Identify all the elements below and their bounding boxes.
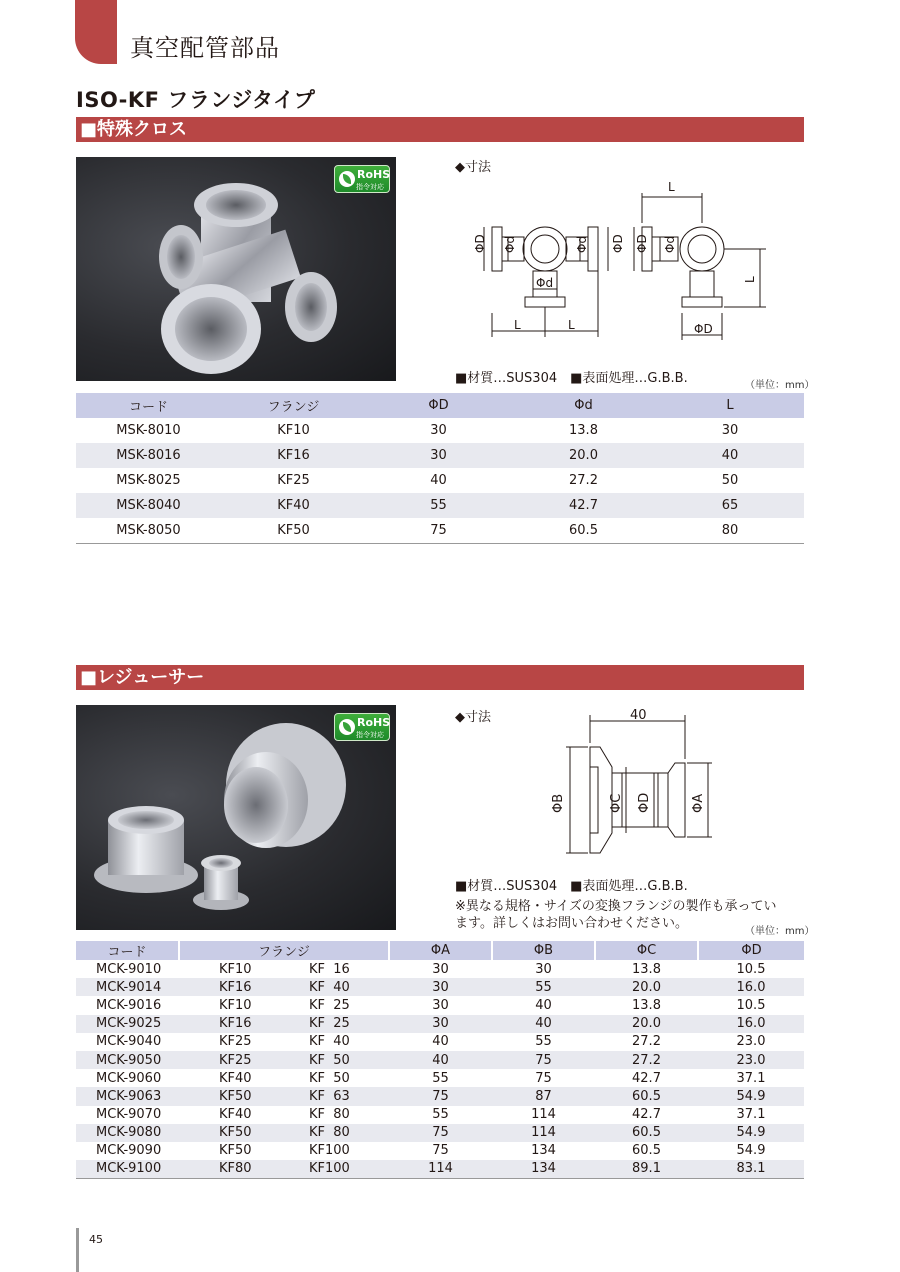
table-row: [76, 1087, 804, 1105]
table-cell: KF25: [277, 473, 310, 488]
table-cell: MCK-9070: [96, 1107, 162, 1123]
table-cell: 30: [432, 961, 449, 977]
table-cell: 75: [389, 1124, 492, 1142]
table-cell: 75: [432, 1143, 449, 1159]
table-cell: 75: [535, 1070, 552, 1086]
header-tab-decoration: [75, 0, 117, 64]
table-cell: KF 50: [279, 1051, 389, 1069]
table-cell: 10.5: [736, 997, 766, 1013]
col-code: コード: [76, 941, 179, 960]
table-cell: 30: [389, 1015, 492, 1033]
material-spec: ■材質…SUS304 ■表面処理…G.B.B.: [455, 371, 688, 386]
table-row: [76, 468, 804, 493]
rohs-badge: [334, 165, 390, 193]
table-cell: 54.9: [698, 1087, 804, 1105]
svg-text:ΦD: ΦD: [637, 792, 652, 813]
col-code: コード: [76, 393, 221, 418]
table-cell: 54.9: [698, 1124, 804, 1142]
unit-label: （単位：mm）: [745, 380, 815, 391]
table-cell: 55: [432, 1070, 449, 1086]
svg-text:ΦC: ΦC: [609, 793, 624, 813]
leaf-icon: [339, 171, 355, 187]
table-cell: 114: [531, 1107, 556, 1123]
table-cell: 83.1: [698, 1160, 804, 1178]
table-row: [76, 1015, 804, 1033]
svg-text:L: L: [668, 180, 675, 194]
table-cell: KF50: [179, 1124, 279, 1142]
table-cell: MSK-8016: [76, 443, 221, 468]
table-cell: 60.5: [632, 1143, 661, 1159]
table-cell: 30: [432, 997, 449, 1013]
col-phi-B: ΦB: [492, 941, 595, 960]
table-cell: 23.0: [736, 1034, 766, 1050]
rohs-label: RoHS: [357, 168, 391, 181]
col-phi-d: Φd: [511, 393, 656, 418]
section-title-cross: ■特殊クロス: [76, 117, 804, 142]
table-row: [76, 978, 804, 996]
table-cell: 114: [492, 1124, 595, 1142]
table-cell: 30: [366, 443, 511, 468]
table-cell: KF40: [219, 1107, 252, 1123]
table-cell: MSK-8050: [116, 522, 181, 538]
table-cell: MCK-9025: [76, 1015, 179, 1033]
table-cell: MCK-9063: [76, 1087, 179, 1105]
table-cell: KF 50: [309, 1070, 350, 1086]
table-cell: KF10: [277, 423, 310, 438]
section-title-reducer: ■レジューサー: [76, 665, 804, 690]
table-cell: 55: [432, 1107, 449, 1123]
table-cell: MSK-8010: [116, 423, 181, 438]
table-cell: KF16: [179, 1015, 279, 1033]
table-cell: 27.2: [595, 1051, 698, 1069]
table-cell: MCK-9040: [96, 1034, 162, 1050]
svg-text:ΦD: ΦD: [473, 234, 487, 253]
svg-text:ΦD: ΦD: [611, 234, 625, 253]
table-cell: 40: [535, 997, 552, 1013]
svg-text:40: 40: [630, 708, 647, 723]
table-cell: 30: [535, 961, 552, 977]
table-cell: 30: [389, 978, 492, 996]
table-header-row: [76, 941, 804, 960]
table-cell: KF 40: [309, 1034, 350, 1050]
custom-order-note: ※異なる規格・サイズの変換フランジの製作も承ってい ます。詳しくはお問い合わせください。: [455, 899, 790, 931]
table-cell: 55: [535, 1034, 552, 1050]
table-cell: KF 80: [309, 1107, 350, 1123]
table-cell: KF 25: [279, 1015, 389, 1033]
table-cell: 23.0: [698, 1051, 804, 1069]
table-cell: MCK-9010: [96, 961, 162, 977]
table-cell: MSK-8040: [76, 493, 221, 518]
page-number: 45: [76, 1228, 103, 1272]
svg-text:Φd: Φd: [536, 276, 554, 290]
table-row: [76, 1069, 804, 1087]
material-spec: ■材質…SUS304 ■表面処理…G.B.B.: [455, 879, 688, 894]
table-cell: KF50: [179, 1087, 279, 1105]
table-cell: 134: [531, 1143, 556, 1159]
svg-text:Φd: Φd: [663, 235, 677, 253]
table-cell: 42.7: [632, 1070, 661, 1086]
table-row: [76, 1124, 804, 1142]
table-cell: 50: [721, 473, 739, 488]
svg-text:ΦD: ΦD: [694, 322, 713, 336]
table-cell: 40: [389, 1051, 492, 1069]
col-phi-D: ΦD: [366, 393, 511, 418]
svg-text:ΦA: ΦA: [691, 793, 706, 813]
table-cell: 60.5: [595, 1124, 698, 1142]
table-cell: MCK-9080: [76, 1124, 179, 1142]
table-row: [76, 518, 804, 543]
col-phi-A: ΦA: [389, 941, 492, 960]
svg-text:Φd: Φd: [503, 235, 517, 253]
table-row: [76, 1033, 804, 1051]
table-cell: 16.0: [698, 978, 804, 996]
table-row: [76, 1106, 804, 1124]
table-cell: 54.9: [736, 1143, 766, 1159]
svg-text:L: L: [743, 276, 757, 283]
table-cell: 60.5: [595, 1087, 698, 1105]
rohs-sublabel: 指令対応: [356, 183, 384, 191]
table-row: [76, 996, 804, 1014]
table-cell: MCK-9060: [96, 1070, 162, 1086]
table-cell: 55: [492, 978, 595, 996]
table-cell: KF25: [219, 1034, 252, 1050]
svg-text:L: L: [568, 318, 575, 332]
cross-dimension-drawing: [470, 175, 770, 345]
svg-text:L: L: [514, 318, 521, 332]
table-cell: KF100: [309, 1143, 350, 1159]
col-phi-C: ΦC: [595, 941, 698, 960]
table-cell: KF 80: [279, 1124, 389, 1142]
col-L: L: [656, 393, 804, 418]
table-cell: 87: [492, 1087, 595, 1105]
table-cell: 13.8: [569, 423, 598, 438]
table-cell: KF25: [179, 1051, 279, 1069]
table-row: [76, 1051, 804, 1069]
table-cell: 27.2: [632, 1034, 661, 1050]
table-cell: 55: [366, 493, 511, 518]
table-cell: 114: [389, 1160, 492, 1178]
table-cell: KF40: [219, 1070, 252, 1086]
table-cell: 65: [656, 493, 804, 518]
page-title: 真空配管部品: [130, 34, 280, 62]
leaf-icon: [339, 719, 355, 735]
table-cell: KF16: [179, 978, 279, 996]
svg-text:ΦB: ΦB: [551, 793, 566, 813]
table-cell: MSK-8025: [116, 473, 181, 488]
table-cell: 30: [430, 423, 447, 438]
table-cell: KF100: [279, 1160, 389, 1178]
dimension-label: ◆寸法: [455, 160, 491, 175]
table-cell: KF80: [179, 1160, 279, 1178]
cross-spec-table: [76, 393, 804, 544]
table-cell: 20.0: [511, 443, 656, 468]
table-header-row: [76, 393, 804, 418]
reducer-dimension-drawing: [540, 705, 720, 865]
table-cell: 10.5: [736, 961, 766, 977]
page-subtitle: ISO-KF フランジタイプ: [76, 88, 316, 112]
table-cell: 89.1: [595, 1160, 698, 1178]
table-cell: KF 25: [309, 997, 350, 1013]
table-cell: KF50: [219, 1143, 252, 1159]
table-cell: KF40: [221, 493, 366, 518]
svg-text:ΦD: ΦD: [635, 234, 649, 253]
table-cell: KF 16: [309, 961, 350, 977]
col-phi-D: ΦD: [698, 941, 804, 960]
table-cell: 13.8: [632, 997, 661, 1013]
col-flange: フランジ: [221, 393, 366, 418]
table-row: [76, 960, 804, 978]
table-cell: MCK-9090: [96, 1143, 162, 1159]
table-cell: KF50: [277, 522, 310, 538]
table-cell: KF10: [219, 997, 252, 1013]
rohs-sublabel: 指令対応: [356, 731, 384, 739]
table-cell: 27.2: [569, 473, 598, 488]
table-cell: KF 40: [279, 978, 389, 996]
table-cell: 40: [432, 1034, 449, 1050]
table-cell: 20.0: [595, 978, 698, 996]
table-row: [76, 1160, 804, 1178]
table-cell: 80: [721, 522, 739, 538]
table-cell: 13.8: [632, 961, 661, 977]
table-cell: KF16: [221, 443, 366, 468]
table-cell: MCK-9100: [76, 1160, 179, 1178]
table-cell: 75: [389, 1087, 492, 1105]
table-row: [76, 443, 804, 468]
table-cell: 40: [656, 443, 804, 468]
reducer-spec-table: [76, 941, 804, 1179]
dimension-label: ◆寸法: [455, 710, 491, 725]
unit-label: （単位：mm）: [745, 926, 815, 937]
table-cell: 37.1: [736, 1070, 766, 1086]
table-cell: MCK-9050: [76, 1051, 179, 1069]
table-cell: 37.1: [736, 1107, 766, 1123]
rohs-label: RoHS: [357, 716, 391, 729]
table-cell: 60.5: [569, 522, 598, 538]
table-row: [76, 1142, 804, 1160]
table-cell: KF 63: [279, 1087, 389, 1105]
table-cell: 42.7: [632, 1107, 661, 1123]
table-cell: MCK-9016: [96, 997, 162, 1013]
table-cell: 40: [492, 1015, 595, 1033]
table-cell: 16.0: [698, 1015, 804, 1033]
table-row: [76, 418, 804, 443]
table-cell: 134: [492, 1160, 595, 1178]
table-cell: KF10: [219, 961, 252, 977]
table-cell: 75: [492, 1051, 595, 1069]
product-photo-cross: [76, 157, 396, 381]
table-row: [76, 493, 804, 518]
table-cell: 42.7: [511, 493, 656, 518]
table-cell: 20.0: [595, 1015, 698, 1033]
table-cell: 75: [430, 522, 447, 538]
svg-text:Φd: Φd: [575, 235, 589, 253]
rohs-badge: [334, 713, 390, 741]
col-flange: フランジ: [179, 941, 389, 960]
table-cell: MCK-9014: [76, 978, 179, 996]
table-cell: 30: [721, 423, 739, 438]
table-cell: 40: [430, 473, 447, 488]
product-photo-reducer: [76, 705, 396, 930]
